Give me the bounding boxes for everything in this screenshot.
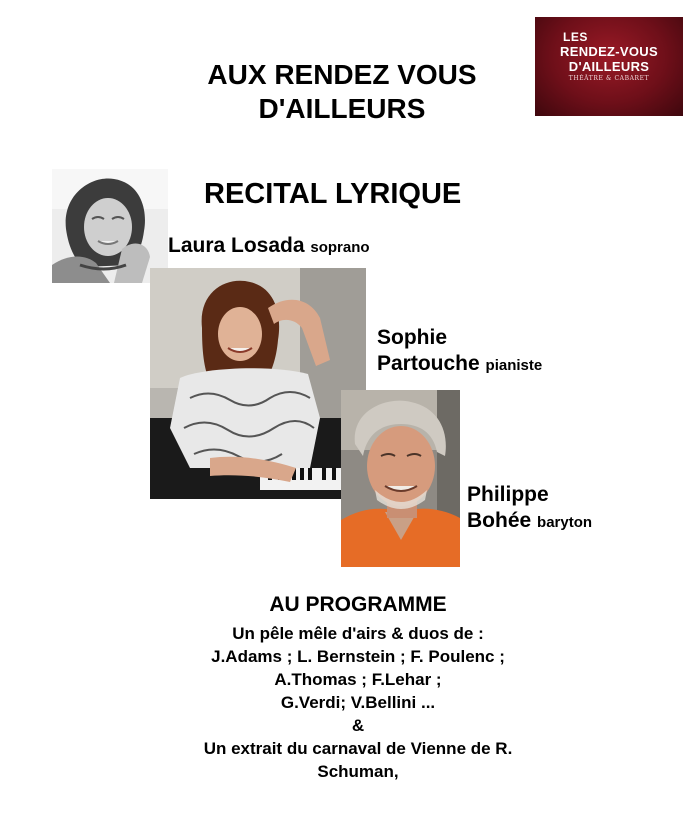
artist-1-name: Laura Losada: [168, 234, 305, 257]
artist-1-label: [168, 233, 370, 261]
artist-3-role: baryton: [537, 514, 593, 531]
poster-title: [150, 58, 534, 126]
philippe-bohee-photo: [341, 390, 460, 567]
artist-3-last-name: Bohée: [467, 509, 532, 532]
programme-line-4: G.Verdi; V.Bellini ...: [280, 693, 436, 712]
venue-logo: [535, 17, 683, 116]
artist-2-first-name: Sophie: [377, 326, 448, 349]
title-line-2: D'AILLEURS: [258, 93, 426, 124]
artist-2-label: [377, 325, 542, 379]
programme-line-2: J.Adams ; L. Bernstein ; F. Poulenc ;: [211, 647, 505, 666]
laura-losada-photo: [52, 169, 168, 283]
logo-line-2: RENDEZ-VOUS: [560, 44, 658, 59]
artist-1-role: soprano: [310, 239, 370, 256]
logo-line-3: D'AILLEURS: [568, 59, 650, 74]
programme-line-5: &: [351, 716, 365, 735]
artist-3-first-name: Philippe: [467, 483, 549, 506]
programme-line-7: Schuman,: [317, 762, 399, 781]
programme-line-3: A.Thomas ; F.Lehar ;: [274, 670, 442, 689]
programme-line-1: Un pêle mêle d'airs & duos de :: [232, 624, 484, 643]
artist-2-last-name: Partouche: [377, 352, 480, 375]
title-line-1: AUX RENDEZ VOUS: [207, 59, 477, 90]
logo-line-1: LES: [563, 30, 588, 44]
programme-line-6: Un extrait du carnaval de Vienne de R.: [203, 739, 513, 758]
programme-heading: AU PROGRAMME: [269, 593, 447, 616]
event-heading: RECITAL LYRIQUE: [204, 178, 462, 210]
artist-2-role: pianiste: [485, 357, 543, 374]
artist-3-label: [467, 482, 592, 536]
logo-line-4: THÉÂTRE & CABARET: [568, 75, 650, 82]
sophie-partouche-photo: [150, 268, 366, 499]
